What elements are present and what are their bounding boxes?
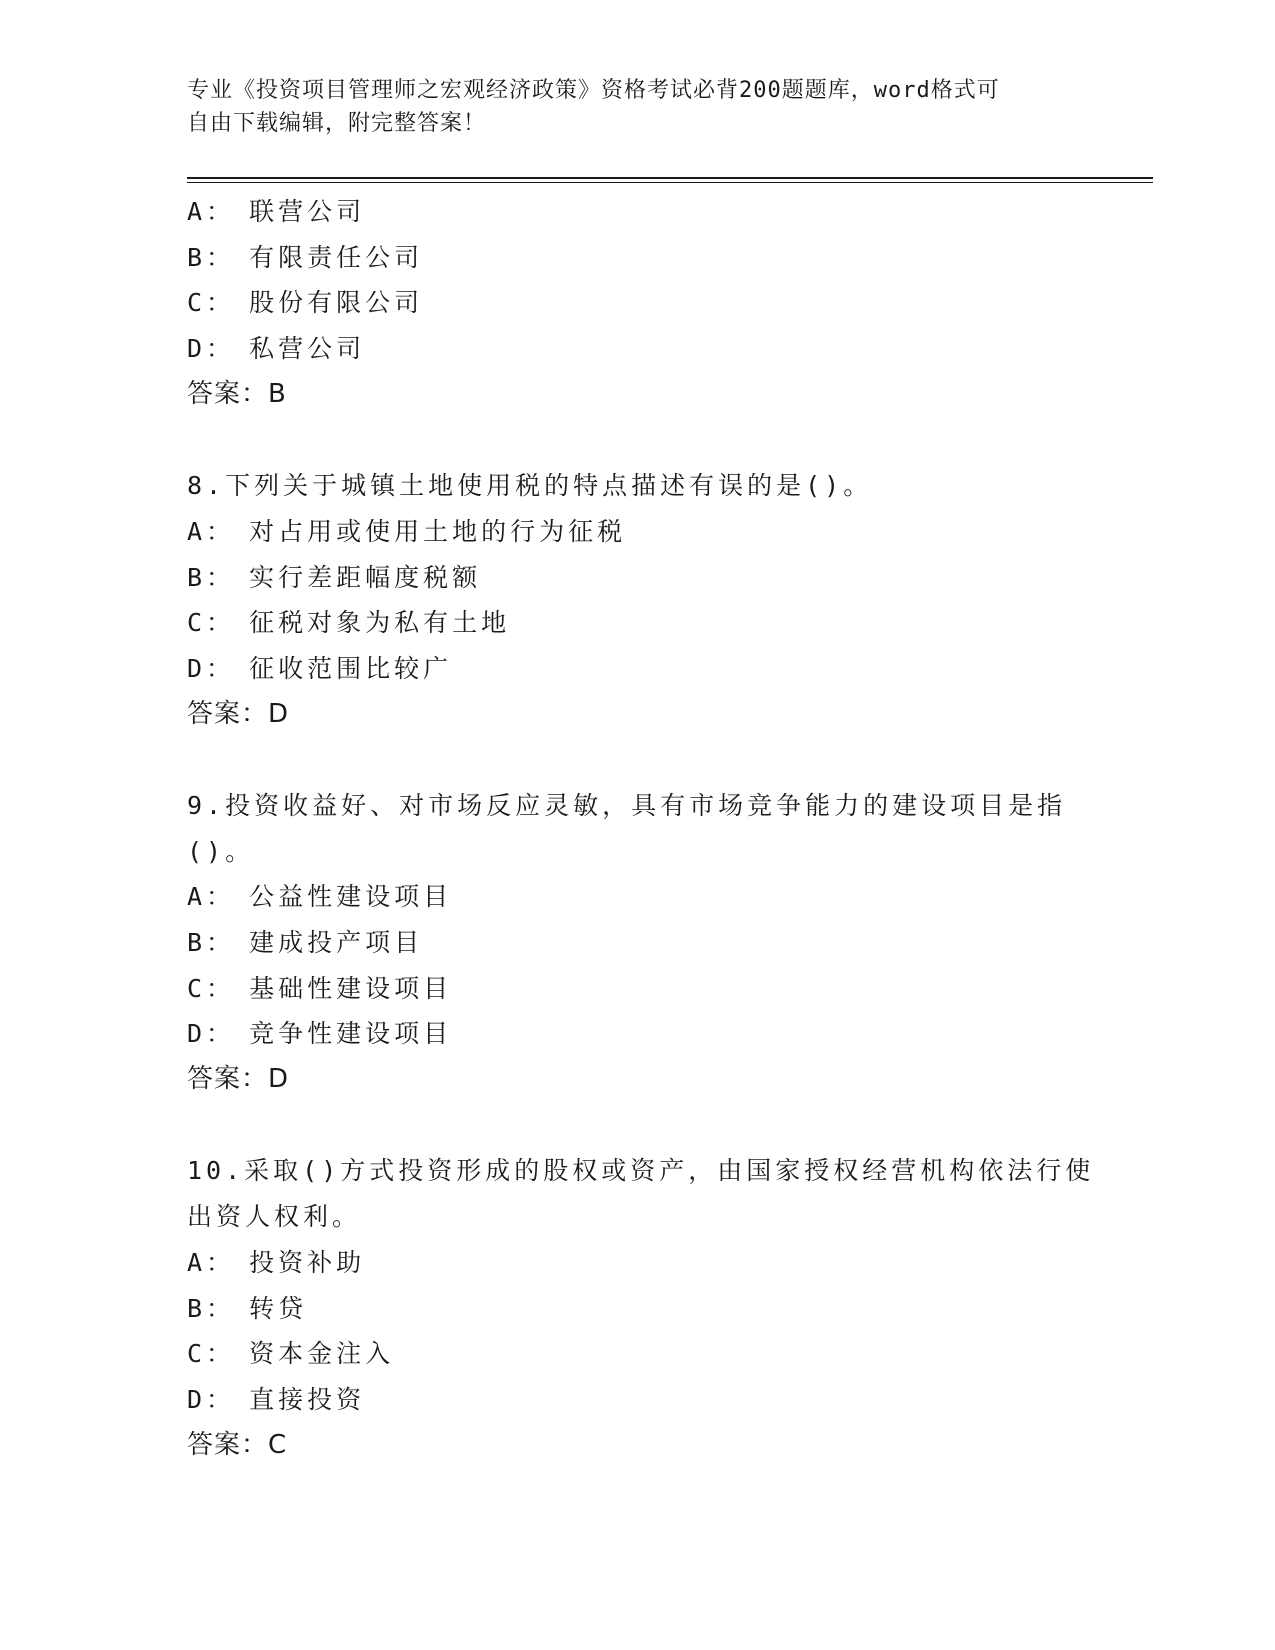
option-key: A：	[187, 197, 236, 226]
option-b	[187, 555, 1087, 601]
answer-line: 答案：D	[187, 698, 290, 729]
option-text: 竞争性建设项目	[249, 1019, 453, 1049]
header-divider-thin	[187, 182, 1153, 183]
option-c	[187, 280, 1087, 326]
option-key: A：	[187, 516, 236, 546]
option-b	[187, 235, 1087, 281]
option-text: 资本金注入	[249, 1339, 395, 1369]
option-key: C：	[187, 608, 236, 638]
option-text: 股份有限公司	[249, 288, 424, 318]
option-text: 联营公司	[249, 197, 366, 226]
option-c	[187, 966, 1087, 1012]
question-text-line-1: 10.采取()方式投资形成的股权或资产，由国家授权经营机构依法行使	[187, 1156, 1095, 1186]
question-8	[187, 463, 1087, 737]
option-d	[187, 646, 1087, 692]
option-a	[187, 509, 1087, 555]
option-a	[187, 189, 1087, 235]
option-text: 征收范围比较广	[249, 653, 453, 683]
option-text: 征税对象为私有土地	[249, 608, 511, 638]
option-key: B：	[187, 1293, 236, 1323]
option-key: B：	[187, 242, 236, 272]
option-c	[187, 1331, 1087, 1377]
header-divider-thick	[187, 177, 1153, 179]
question-10	[187, 1148, 1095, 1468]
option-text: 对占用或使用土地的行为征税	[249, 516, 627, 546]
option-key: D：	[187, 1019, 236, 1049]
question-text-line-1: 9.投资收益好、对市场反应灵敏，具有市场竞争能力的建设项目是指	[187, 790, 1067, 820]
option-key: B：	[187, 562, 236, 592]
answer-line: 答案：D	[187, 1064, 290, 1095]
option-key: A：	[187, 882, 236, 912]
option-key: C：	[187, 1339, 236, 1369]
option-key: C：	[187, 288, 236, 318]
option-b	[187, 920, 1087, 966]
option-text: 有限责任公司	[249, 242, 424, 272]
option-text: 实行差距幅度税额	[249, 562, 482, 592]
option-d	[187, 1377, 1087, 1423]
option-key: D：	[187, 653, 236, 683]
option-c	[187, 600, 1087, 646]
option-text: 公益性建设项目	[249, 882, 453, 912]
option-text: 建成投产项目	[249, 928, 424, 957]
option-key: C：	[187, 973, 236, 1003]
spacer	[187, 417, 1087, 463]
question-text-line-2: 出资人权利。	[187, 1202, 362, 1232]
option-b	[187, 1286, 1087, 1332]
spacer	[187, 1103, 1087, 1149]
question-text-line-2: ()。	[187, 836, 255, 866]
answer-line: 答案：B	[187, 378, 287, 409]
option-d	[187, 326, 1087, 372]
header-line-1: 专业《投资项目管理师之宏观经济政策》资格考试必背200题题库，word格式可	[187, 78, 1000, 103]
option-text: 基础性建设项目	[249, 973, 453, 1003]
option-text: 转贷	[249, 1293, 308, 1323]
question-text: 8.下列关于城镇土地使用税的特点描述有误的是()。	[187, 471, 873, 501]
option-key: A：	[187, 1247, 236, 1277]
spacer	[187, 737, 1087, 783]
question-9	[187, 783, 1087, 1103]
option-key: B：	[187, 928, 236, 957]
option-text: 直接投资	[249, 1384, 366, 1414]
option-text: 投资补助	[249, 1247, 366, 1277]
answer-line: 答案：C	[187, 1429, 288, 1460]
option-a	[187, 1240, 1087, 1286]
header-line-2: 自由下载编辑，附完整答案！	[187, 111, 487, 136]
option-text: 私营公司	[249, 334, 366, 364]
question-7	[187, 189, 1087, 417]
option-a	[187, 874, 1087, 920]
option-key: D：	[187, 1384, 236, 1414]
option-key: D：	[187, 334, 236, 364]
question-list	[187, 189, 1095, 1468]
option-d	[187, 1011, 1087, 1057]
document-header	[187, 74, 1067, 140]
